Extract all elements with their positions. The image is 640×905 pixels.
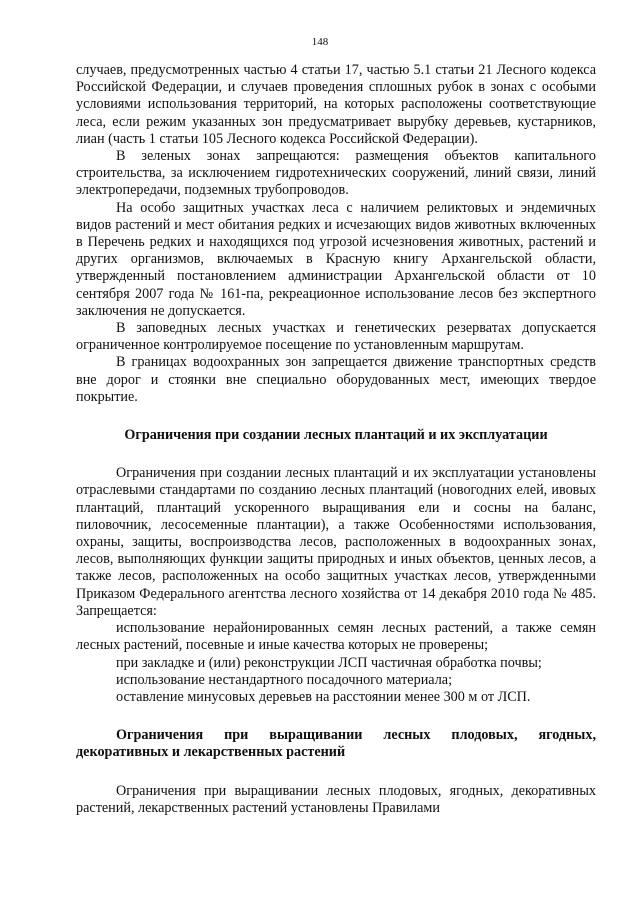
paragraph-green-zones: В зеленых зонах запрещаются: размещения объектов капитального строительства, за исключением гидротехнических сооружений, линий связи, линий электропередачи, подземных трубопроводов. [76,148,596,199]
paragraph-continuation: случаев, предусмотренных частью 4 статьи 17, частью 5.1 статьи 21 Лесного кодекса Российской Федерации, и случаев проведения сплошных рубок в зонах с особыми условиями использования территорий, на которых расположены соответствующие леса, если режим указанных зон предусматривает вырубку деревьев, кустарников, лиан (часть 1 статьи 105 Лесного кодекса Российской Федерации). [76,62,596,147]
heading-plantations: Ограничения при создании лесных плантаций и их эксплуатации [124,427,548,444]
list-item: при закладке и (или) реконструкции ЛСП частичная обработка почвы; [116,654,542,671]
page-number: 148 [311,36,329,48]
list-item: оставление минусовых деревьев на расстоянии менее 300 м от ЛСП. [116,688,531,705]
list-item: использование нерайонированных семян лесных растений, а также семян лесных растений, посевные и иные качества которых не проверены; [76,620,596,654]
paragraph-plantations-intro: Ограничения при создании лесных плантаций и их эксплуатации установлены отраслевыми стандартами по созданию лесных плантаций (новогодних елей, ивовых плантаций, плантаций ускоренного выращивания ели и сосны на баланс, пиловочник, лесосеменные плантации), а также Особенностями использования, охраны, защиты, воспроизводства лесов, расположенных в водоохранных зонах, лесов, выполняющих функции защиты природных и иных объектов, ценных лесов, а также лесов, расположенных на особо защитных участках лесов, утвержденными Приказом Федерального агентства лесного хозяйства от 14 декабря 2010 года № 485. Запрещается: [76,465,596,619]
paragraph-cultivation: Ограничения при выращивании лесных плодовых, ягодных, декоративных растений, лекарственных растений установлены Правилами [76,782,596,816]
paragraph-reserves: В заповедных лесных участках и генетических резерватах допускается ограниченное контролируемое посещение по установленным маршрутам. [76,320,596,354]
paragraph-protected-areas: На особо защитных участках леса с наличием реликтовых и эндемичных видов растений и мест обитания редких и исчезающих видов животных включенных в Перечень редких и находящихся под угрозой исчезновения животных, растений и других организмов, включаемых в Красную книгу Архангельской области, утвержденный постановлением администрации Архангельской области от 10 сентября 2007 года № 161-па, рекреационное использование лесов без экспертного заключения не допускается. [76,199,596,319]
document-body [76,62,596,817]
heading-cultivation: Ограничения при выращивании лесных плодовых, ягодных, декоративных и лекарственных растений [76,727,596,761]
list-item: использование нестандартного посадочного материала; [116,671,453,688]
paragraph-water-zones: В границах водоохранных зон запрещается движение транспортных средств вне дорог и стоянки вне специально оборудованных мест, имеющих твердое покрытие. [76,354,596,405]
